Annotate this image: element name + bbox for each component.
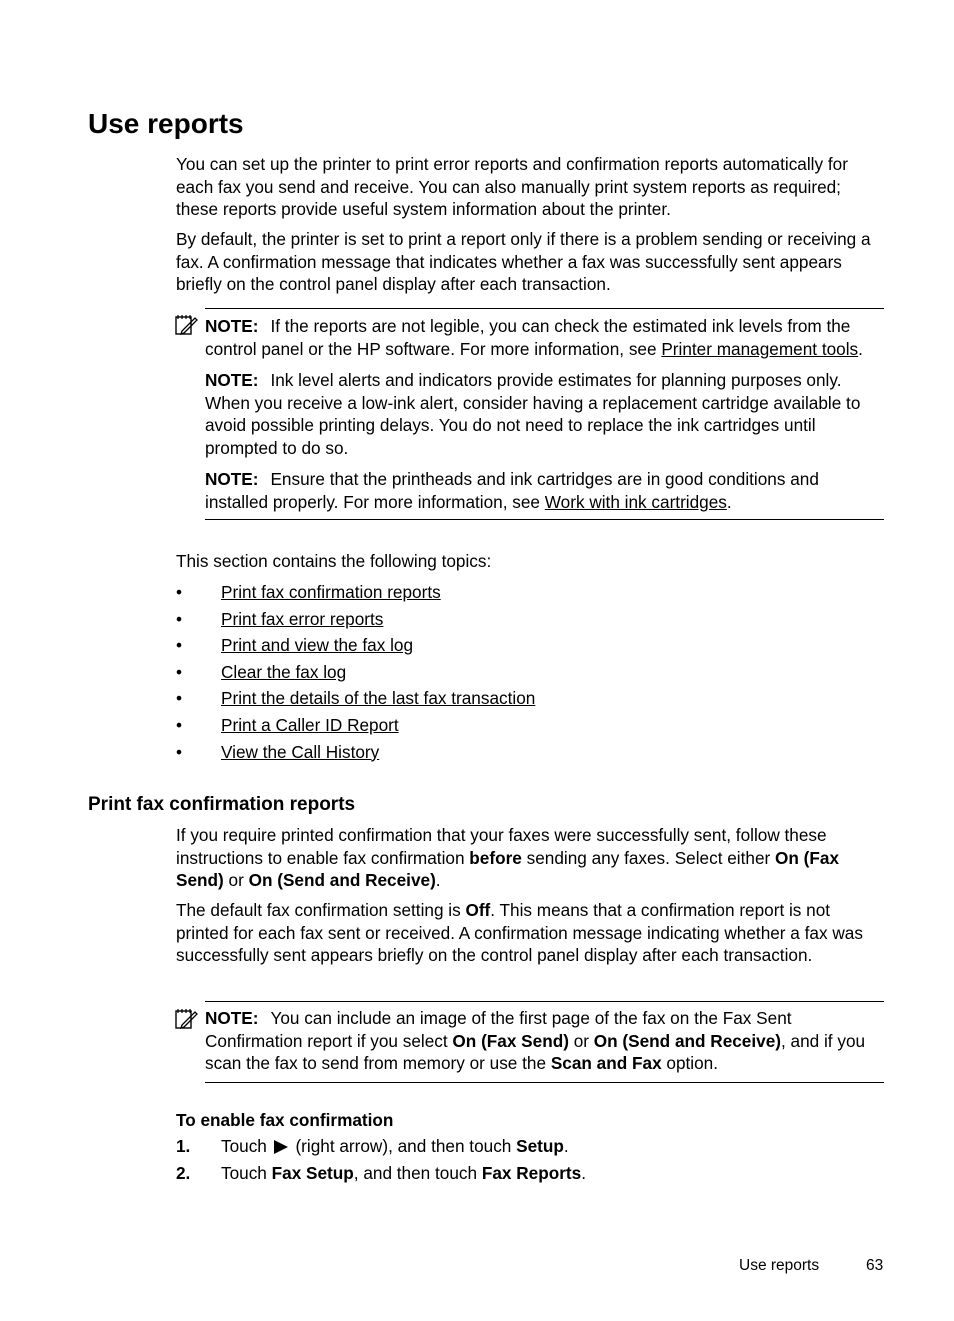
note-2: NOTE: Ink level alerts and indicators provide estimates for planning purposes only. When you receive a low-ink alert, consider having a replacement cartridge available to avoid possible printing delays. You do not need to replace the ink cartridges until prompted to do so. — [205, 370, 861, 458]
note-box-1 — [205, 308, 884, 520]
topics-intro: This section contains the following topics: — [176, 551, 492, 571]
page-title: Use reports — [88, 108, 244, 139]
section-paragraph-2: The default fax confirmation setting is Off. This means that a confirmation report is not printed for each fax sent or received. A confirmation message indicating whether a fax was successfully sent appears briefly on the control panel display after each transaction. — [176, 900, 863, 965]
topic-link-caller-id-report[interactable]: Print a Caller ID Report — [221, 714, 399, 735]
footer-section-name: Use reports — [739, 1257, 820, 1274]
note-icon — [174, 314, 198, 336]
topic-link-call-history[interactable]: View the Call History — [221, 741, 380, 762]
note-1: NOTE: If the reports are not legible, you can check the estimated ink levels from the control panel or the HP software. For more information, see Printer management tools. — [205, 316, 863, 359]
printer-management-tools-link[interactable]: Printer management tools — [661, 338, 859, 359]
topic-link-error-reports[interactable]: Print fax error reports — [221, 608, 384, 629]
intro-paragraph-2: By default, the printer is set to print a report only if there is a problem sending or receiving a fax. A confirmation message that indicates whether a fax was successfully sent appears briefly on the control panel display after each transaction. — [176, 229, 871, 294]
topic-link-confirmation-reports[interactable]: Print fax confirmation reports — [221, 582, 441, 602]
document-page: Use reports You can set up the printer to print error reports and confirmation reports automatically for each fax you send and receive. You can also manually print system reports as required; these reports provide useful system information about the printer. By default, the printer is set to print a report only if there is a problem sending or receiving a fax. A confirmation message that indicates whether a fax was successfully sent appears briefly on the control panel display after each transaction. NOTE: If the reports are not legible, you can check the estimated ink levels from the control panel or the HP software. For more information, see Printer management tools. NOTE: Ink level alerts and indicators provide estimates for planning purposes only. When you receive a low-ink alert, consider having a replacement cartridge available to avoid possible printing delays. You do not need to replace the ink cartridges until prompted to do so. NOTE: Ensure that the printheads and ink cartridges are in good conditions and installed properly. For more information, see Work with ink cartridges. This section contains the following topics: • Print fax confirmation reports • Print fax error reports • Print and view the fax log • Clear the fax log • Print the details of the last fax transaction • Print a Caller ID Report • View the Call History Print fax confirmation reports If you require printed confirmation that your faxes were successfully sent, follow these instructions to enable fax confirmation before sending any faxes. Select either On (Fax Send) or On (Send and Receive). The default fax confirmation setting is Off. This means that a confirmation report is not printed for each fax sent or received. A confirmation message indicating whether a fax was successfully sent appears briefly on the control panel display after each transaction. NOTE: You can include an image of the first page of the fax on the Fax Sent Confirmation report if you select On (Fax Send) or On (Send and Receive), and if you scan the fax to send from memory or use the Scan and Fax option. To enable fax confirmation 1. Touch (right arrow), and then touch Setup. 2. Touch Fax Setup, and then touch Fax Reports. Use reports 63 — [0, 0, 954, 1321]
topic-link-last-transaction[interactable]: Print the details of the last fax transaction — [221, 688, 536, 709]
section-title: Print fax confirmation reports — [88, 794, 356, 815]
topic-link-fax-log[interactable]: Print and view the fax log — [221, 635, 414, 656]
right-arrow-icon — [274, 1140, 288, 1154]
note-3: NOTE: Ensure that the printheads and ink cartridges are in good conditions and installed properly. For more information, see Work with ink cartridges. — [205, 469, 819, 512]
procedure-title: To enable fax confirmation — [176, 1110, 394, 1130]
intro-paragraph-1: You can set up the printer to print error reports and confirmation reports automatically for each fax you send and receive. You can also manually print system reports as required; these reports provide useful system information about the printer. — [176, 154, 848, 219]
topic-link-clear-fax-log[interactable]: Clear the fax log — [221, 661, 347, 682]
footer-page-number: 63 — [866, 1257, 884, 1274]
note-box-2 — [205, 1001, 884, 1083]
work-with-ink-cartridges-link[interactable]: Work with ink cartridges — [544, 491, 727, 512]
note-icon — [174, 1008, 198, 1030]
section-paragraph-1: If you require printed confirmation that your faxes were successfully sent, follow these instructions to enable fax confirmation before sending any faxes. Select either On (Fax Send) or On (Send and Receive). — [176, 825, 840, 890]
note-4: NOTE: You can include an image of the first page of the fax on the Fax Sent Confirmation report if you select On (Fax Send) or On (Send and Receive), and if you scan the fax to send from memory or use the Scan and Fax option. — [205, 1008, 866, 1073]
